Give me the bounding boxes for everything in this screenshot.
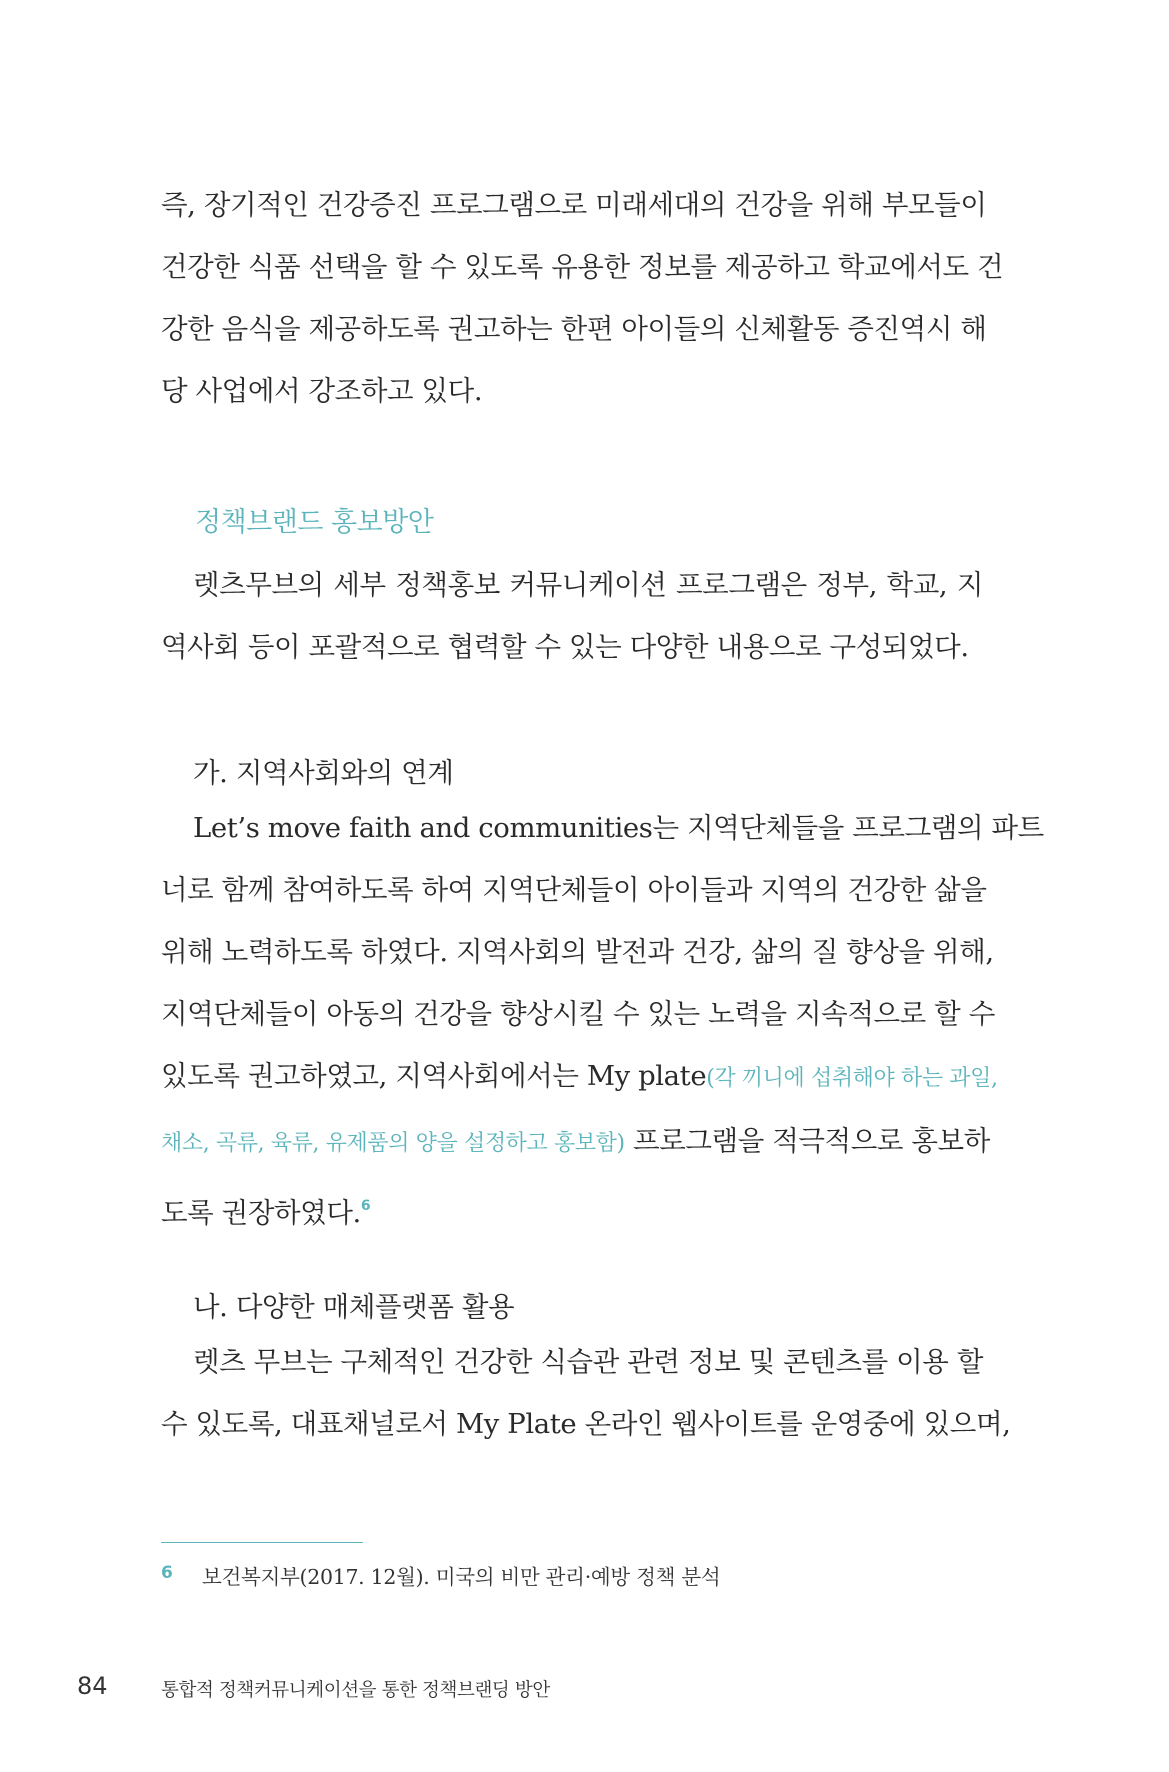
paragraph-community	[161, 797, 1044, 1244]
text-line	[161, 1045, 998, 1110]
paragraph-media	[161, 1331, 1011, 1455]
text-line: Let’s move faith and communities는 지역단체들을 프로그램의 파트	[193, 812, 1044, 844]
running-footer-title: 통합적 정책커뮤니케이션을 통한 정책브랜딩 방안	[161, 1680, 550, 1701]
section-heading: 정책브랜드 홍보방안	[195, 507, 434, 538]
page-number: 84	[77, 1672, 108, 1700]
text-line: 위해 노력하도록 하였다. 지역사회의 발전과 건강, 삶의 질 향상을 위해,	[161, 936, 994, 968]
text-line	[161, 1175, 983, 1244]
parenthetical-note: 채소, 곡류, 육류, 유제품의 양을 설정하고 홍보함)	[161, 1131, 625, 1156]
paragraph-intro	[161, 174, 1004, 422]
subheading-community: 가. 지역사회와의 연계	[193, 757, 454, 789]
text-segment: 도록 권장하였다.	[161, 1197, 361, 1229]
footnote-text: 보건복지부(2017. 12월). 미국의 비만 관리·예방 정책 분석	[202, 1565, 721, 1589]
text-segment: 있도록 권고하였고, 지역사회에서는 My plate	[161, 1060, 707, 1092]
footnote-divider	[161, 1542, 363, 1543]
text-line	[161, 1110, 990, 1175]
text-line: 렛츠 무브는 구체적인 건강한 식습관 관련 정보 및 콘텐츠를 이용 할	[193, 1346, 983, 1378]
text-segment: 프로그램을 적극적으로 홍보하	[624, 1125, 990, 1157]
footnote-number: 6	[161, 1563, 173, 1583]
paragraph-overview	[161, 554, 983, 678]
text-line: 지역단체들이 아동의 건강을 향상시킬 수 있는 노력을 지속적으로 할 수	[161, 998, 995, 1030]
text-line: 강한 음식을 제공하도록 권고하는 한편 아이들의 신체활동 증진역시 해	[161, 313, 987, 345]
text-line: 역사회 등이 포괄적으로 협력할 수 있는 다양한 내용으로 구성되었다.	[161, 631, 969, 663]
text-line: 당 사업에서 강조하고 있다.	[161, 375, 483, 407]
text-line: 즉, 장기적인 건강증진 프로그램으로 미래세대의 건강을 위해 부모들이	[161, 189, 987, 221]
text-line: 건강한 식품 선택을 할 수 있도록 유용한 정보를 제공하고 학교에서도 건	[161, 251, 1004, 283]
text-line: 수 있도록, 대표채널로서 My Plate 온라인 웹사이트를 운영중에 있으며,	[161, 1408, 1011, 1440]
parenthetical-note: (각 끼니에 섭취해야 하는 과일,	[706, 1066, 998, 1091]
text-line: 너로 함께 참여하도록 하여 지역단체들이 아이들과 지역의 건강한 삶을	[161, 874, 987, 906]
subheading-media: 나. 다양한 매체플랫폼 활용	[193, 1291, 515, 1323]
footnote-reference[interactable]: 6	[360, 1198, 371, 1214]
text-line: 렛츠무브의 세부 정책홍보 커뮤니케이션 프로그램은 정부, 학교, 지	[193, 569, 983, 601]
